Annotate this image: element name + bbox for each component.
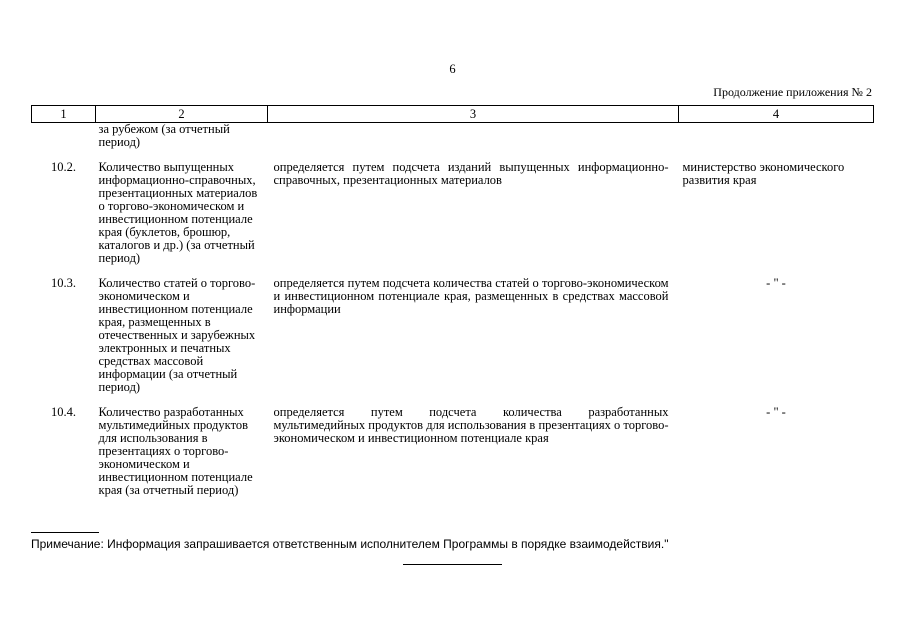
page-number: 6 <box>449 62 456 76</box>
method-cell: определяется путем подсчета количества статей о торгово-экономическом и инвестиционном потенциале края, размещенных в средствах массовой информации <box>273 276 669 316</box>
method-cell <box>268 123 679 150</box>
column-header: 2 <box>96 106 268 123</box>
appendix-continuation-label: Продолжение приложения № 2 <box>713 85 872 99</box>
row-number: 10.4. <box>51 405 76 419</box>
indicator-cell: за рубежом (за отчетный период) <box>98 122 230 149</box>
end-separator-line <box>403 564 502 565</box>
method-cell: определяется путем подсчета количества разработанных мультимедийных продуктов для использования в презентациях о торгово-экономическом и инвестиционном потенциале края <box>273 405 669 445</box>
indicator-cell: Количество разработанных мультимедийных продуктов для использования в презентациях о торгово-экономическом и инвестиционном потенциале края (за отчетный период) <box>98 405 253 497</box>
row-number: 10.3. <box>51 276 76 290</box>
indicator-cell: Количество статей о торгово-экономическом и инвестиционном потенциале края, размещенных в отечественных и зарубежных электронных и печатных средствах массовой информации (за отчетный период) <box>98 276 256 394</box>
table-row <box>32 149 874 265</box>
column-header: 3 <box>268 106 679 123</box>
responsible-cell: - " - <box>766 405 786 419</box>
responsible-cell: - " - <box>766 276 786 290</box>
indicator-cell: Количество выпущенных информационно-справочных, презентационных материалов о торгово-экономическом и инвестиционном потенциале края (буклетов, брошюр, каталогов и др.) (за отчетный период) <box>98 160 258 265</box>
responsible-cell <box>679 123 874 150</box>
table-row <box>32 265 874 394</box>
indicators-table <box>31 105 874 497</box>
method-cell: определяется путем подсчета изданий выпущенных информационно-справочных, презентационных материалов <box>273 160 669 187</box>
table-row <box>32 394 874 497</box>
table-row <box>32 123 874 150</box>
footnote-separator <box>31 532 99 533</box>
row-number <box>32 123 96 150</box>
row-number: 10.2. <box>51 160 76 174</box>
footnote-note: Примечание: Информация запрашивается ответственным исполнителем Программы в порядке взаимодействия." <box>31 537 669 551</box>
table-header-row <box>32 106 874 123</box>
column-header: 4 <box>679 106 874 123</box>
column-header: 1 <box>32 106 96 123</box>
responsible-cell: министерство экономического развития края <box>682 160 845 187</box>
